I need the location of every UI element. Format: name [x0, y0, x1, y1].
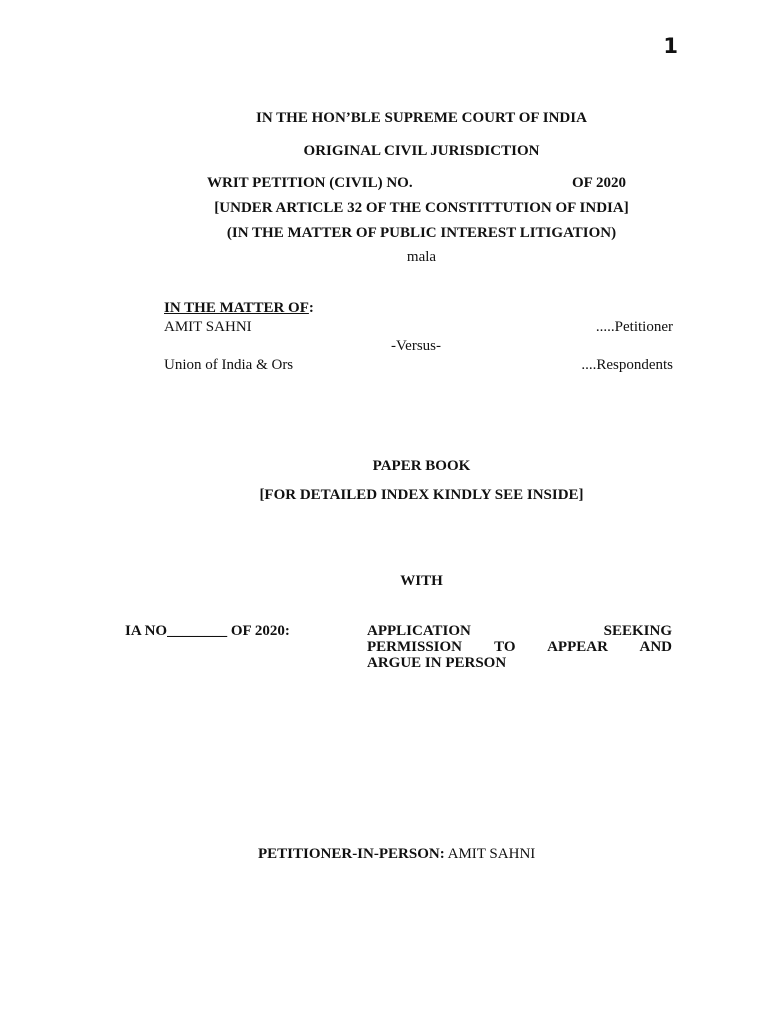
respondent-name: Union of India & Ors — [164, 357, 294, 373]
note-text: mala — [406, 249, 437, 265]
page-number: 1 — [663, 34, 678, 58]
application-line-2: PERMISSION TO APPEAR AND — [367, 639, 672, 655]
petitioner-name: AMIT SAHNI — [164, 319, 252, 335]
article-line: [UNDER ARTICLE 32 OF THE CONSTITTUTION OF INDIA] — [214, 200, 629, 216]
parties-heading — [164, 300, 314, 317]
petitioner-in-person-name: AMIT SAHNI — [447, 846, 536, 862]
versus-label: -Versus- — [391, 338, 441, 354]
parties-heading-text: IN THE MATTER OF — [164, 300, 309, 316]
index-note: [FOR DETAILED INDEX KINDLY SEE INSIDE] — [259, 487, 584, 503]
court-title: IN THE HON’BLE SUPREME COURT OF INDIA — [256, 110, 587, 126]
with-label: WITH — [400, 573, 443, 589]
application-line-1: APPLICATION SEEKING — [367, 623, 672, 639]
application-line-3: ARGUE IN PERSON — [367, 655, 507, 671]
paper-book-title: PAPER BOOK — [372, 458, 471, 474]
matter-type-line: (IN THE MATTER OF PUBLIC INTEREST LITIGATION) — [226, 225, 617, 241]
parties-heading-colon: : — [308, 300, 314, 316]
jurisdiction-title: ORIGINAL CIVIL JURISDICTION — [303, 143, 540, 159]
petition-year: OF 2020 — [572, 175, 627, 191]
petitioner-in-person-label: PETITIONER-IN-PERSON: — [258, 846, 445, 862]
application-description — [367, 623, 672, 671]
petition-number-label: WRIT PETITION (CIVIL) NO. — [207, 175, 413, 191]
petitioner-in-person — [258, 846, 535, 863]
ia-number-label: IA NO________ OF 2020: — [125, 623, 290, 639]
respondent-role: ....Respondents — [581, 357, 673, 373]
petitioner-role: .....Petitioner — [595, 319, 673, 335]
